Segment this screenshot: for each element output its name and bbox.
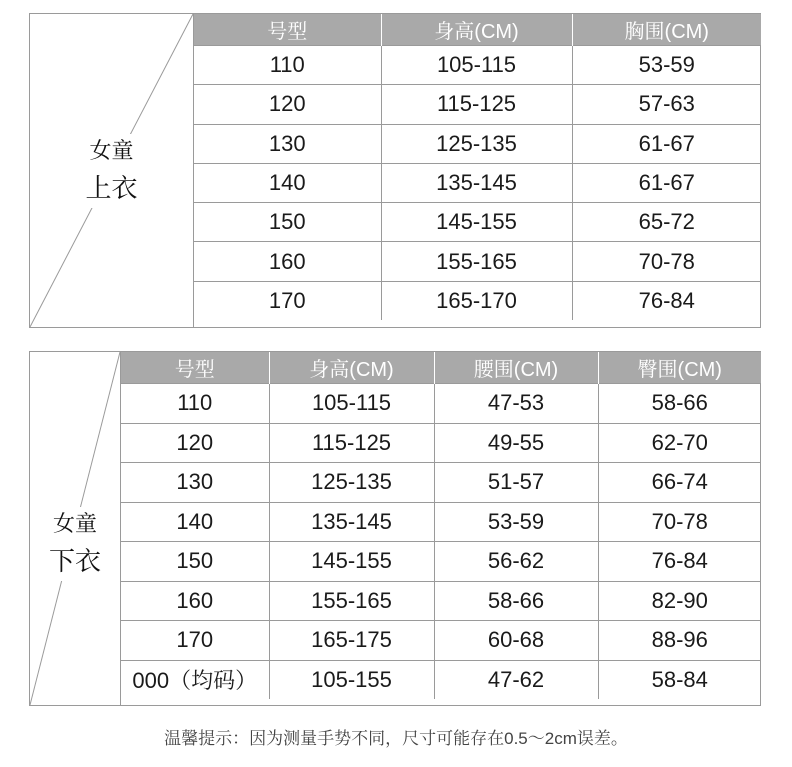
cell-chest: 53-59 [572, 46, 761, 85]
cell-waist: 47-53 [434, 384, 598, 424]
tops-size-table [29, 13, 761, 328]
col-header-size: 号型 [121, 352, 269, 384]
category-garment: 下衣 [48, 546, 101, 576]
col-header-hip: 臀围(CM) [598, 352, 761, 384]
table-row [121, 581, 761, 621]
cell-height: 125-135 [269, 463, 434, 503]
cell-size: 170 [121, 621, 269, 661]
cell-hip: 82-90 [598, 581, 761, 621]
table-row [121, 463, 761, 503]
cell-size: 000（均码） [121, 660, 269, 699]
category-garment: 上衣 [85, 173, 138, 203]
category-gender: 女童 [89, 138, 134, 163]
col-header-height: 身高(CM) [269, 352, 434, 384]
cell-hip: 70-78 [598, 502, 761, 542]
cell-chest: 61-67 [572, 163, 761, 202]
cell-size: 170 [194, 281, 381, 320]
cell-height: 105-155 [269, 660, 434, 699]
col-header-height: 身高(CM) [381, 14, 572, 46]
cell-chest: 65-72 [572, 203, 761, 242]
cell-size: 110 [121, 384, 269, 424]
cell-size: 130 [194, 124, 381, 163]
cell-hip: 76-84 [598, 542, 761, 582]
cell-size: 140 [121, 502, 269, 542]
cell-chest: 70-78 [572, 242, 761, 281]
table-row [194, 163, 761, 202]
table-row [194, 203, 761, 242]
cell-size: 160 [194, 242, 381, 281]
tops-category-label [30, 134, 193, 208]
table-row [121, 621, 761, 661]
table-row [121, 384, 761, 424]
bottoms-category-label [30, 507, 120, 581]
cell-waist: 51-57 [434, 463, 598, 503]
table-row [194, 124, 761, 163]
measurement-note: 温馨提示：因为测量手势不同，尺寸可能存在0.5～2cm误差。 [164, 729, 628, 748]
tops-category-cell [30, 14, 194, 327]
cell-size: 120 [121, 423, 269, 463]
cell-height: 135-145 [269, 502, 434, 542]
cell-hip: 58-66 [598, 384, 761, 424]
cell-height: 115-125 [269, 423, 434, 463]
cell-size: 130 [121, 463, 269, 503]
cell-size: 150 [121, 542, 269, 582]
cell-hip: 88-96 [598, 621, 761, 661]
cell-height: 135-145 [381, 163, 572, 202]
cell-height: 125-135 [381, 124, 572, 163]
table-row [194, 281, 761, 320]
table-row [194, 242, 761, 281]
cell-waist: 53-59 [434, 502, 598, 542]
cell-size: 160 [121, 581, 269, 621]
header-row [194, 14, 761, 46]
col-header-size: 号型 [194, 14, 381, 46]
bottoms-category-cell [30, 352, 121, 705]
cell-size: 140 [194, 163, 381, 202]
cell-waist: 60-68 [434, 621, 598, 661]
cell-chest: 76-84 [572, 281, 761, 320]
col-header-waist: 腰围(CM) [434, 352, 598, 384]
category-gender: 女童 [52, 511, 97, 536]
cell-height: 115-125 [381, 85, 572, 124]
cell-hip: 66-74 [598, 463, 761, 503]
cell-height: 165-170 [381, 281, 572, 320]
cell-chest: 57-63 [572, 85, 761, 124]
table-row [121, 423, 761, 463]
bottoms-grid [121, 352, 761, 699]
cell-chest: 61-67 [572, 124, 761, 163]
cell-height: 165-175 [269, 621, 434, 661]
cell-waist: 56-62 [434, 542, 598, 582]
cell-height: 105-115 [269, 384, 434, 424]
bottoms-size-table [29, 351, 761, 706]
cell-waist: 47-62 [434, 660, 598, 699]
cell-waist: 49-55 [434, 423, 598, 463]
tops-grid [194, 14, 761, 320]
cell-height: 155-165 [381, 242, 572, 281]
header-row [121, 352, 761, 384]
cell-size: 150 [194, 203, 381, 242]
cell-waist: 58-66 [434, 581, 598, 621]
table-row [121, 502, 761, 542]
table-row [194, 46, 761, 85]
cell-hip: 62-70 [598, 423, 761, 463]
cell-height: 145-155 [381, 203, 572, 242]
table-row [121, 660, 761, 699]
col-header-chest: 胸围(CM) [572, 14, 761, 46]
cell-height: 145-155 [269, 542, 434, 582]
cell-height: 105-115 [381, 46, 572, 85]
cell-size: 110 [194, 46, 381, 85]
cell-size: 120 [194, 85, 381, 124]
cell-height: 155-165 [269, 581, 434, 621]
table-row [194, 85, 761, 124]
cell-hip: 58-84 [598, 660, 761, 699]
table-row [121, 542, 761, 582]
